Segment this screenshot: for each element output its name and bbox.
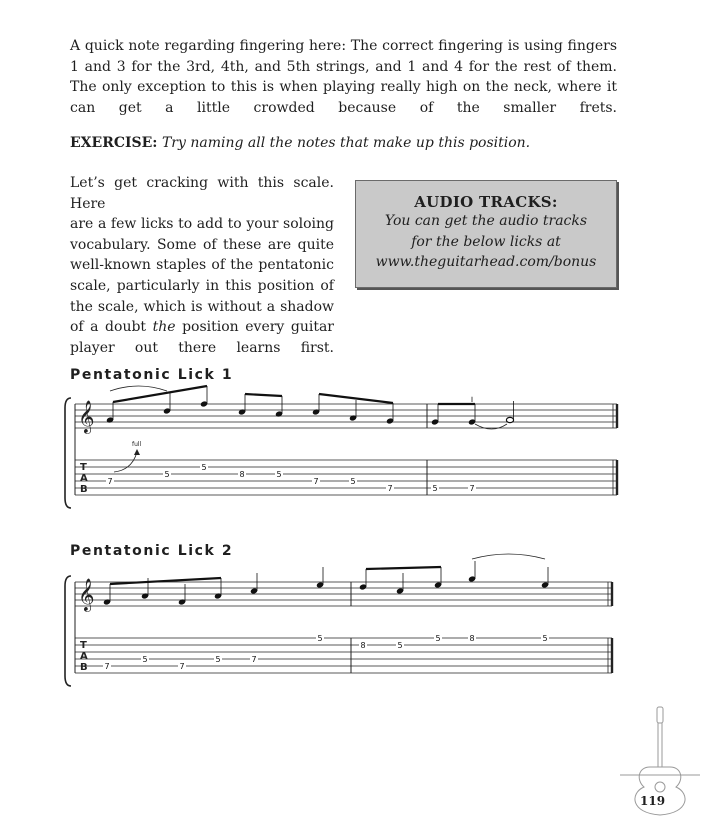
exercise-text: Try naming all the notes that make up this position. (161, 135, 531, 151)
beam (113, 386, 207, 402)
licks-line: well-known staples of the pentatonic (70, 257, 334, 274)
tab-number: 7 (104, 662, 110, 671)
lick1-title: Pentatonic Lick 1 (70, 367, 234, 383)
licks-line: scale, particularly in this position of (70, 277, 334, 294)
licks-line: player out there learns first. (70, 339, 334, 356)
tab-number: 7 (387, 484, 393, 493)
exercise-label: EXERCISE: (70, 135, 158, 151)
tab-number: 5 (215, 655, 221, 664)
audio-box-url[interactable]: www.theguitarhead.com/bonus (375, 254, 597, 270)
tie (472, 554, 545, 559)
bend-annotation: full (132, 441, 142, 448)
tab-number: 7 (469, 484, 475, 493)
licks-line: of a doubt the position every guitar (70, 319, 334, 336)
licks-line: the scale, which is without a shadow (70, 298, 334, 315)
tab-clef-letter: A (80, 473, 88, 484)
tab-number: 8 (469, 634, 475, 643)
half-note-head (506, 417, 513, 422)
tab-number: 7 (179, 662, 185, 671)
tab-number: 5 (350, 477, 356, 486)
intro-line: A quick note regarding fingering here: The correct fingering is using fingers (70, 38, 617, 54)
beam (245, 394, 282, 396)
tab-clef-letter: T (80, 462, 87, 473)
tab-clef-letter: A (80, 651, 88, 662)
tab-number: 7 (107, 477, 113, 486)
page-number: 119 (640, 794, 666, 808)
tab-number: 5 (142, 655, 148, 664)
beam (366, 567, 441, 569)
tab-number: 5 (435, 634, 441, 643)
beam (110, 578, 221, 584)
tab-number: 5 (397, 641, 403, 650)
treble-clef-icon: 𝄞 (78, 400, 95, 433)
intro-line: 1 and 3 for the 3rd, 4th, and 5th strings, and 1 and 4 for the rest of them. (70, 58, 617, 75)
tab-clef-letter: B (80, 662, 88, 673)
tab-clef-letter: B (80, 484, 88, 495)
system-bracket (65, 398, 71, 508)
audio-box-title: AUDIO TRACKS: (414, 193, 558, 211)
tab-number: 5 (432, 484, 438, 493)
treble-clef-icon: 𝄞 (78, 578, 95, 611)
bend-curve (114, 452, 137, 472)
tab-number: 5 (164, 470, 170, 479)
bend-arrowhead (134, 449, 140, 455)
licks-line: Let’s get cracking with this scale. Here (70, 175, 334, 212)
tab-number: 7 (313, 477, 319, 486)
tab-number: 8 (239, 470, 245, 479)
tab-number: 5 (317, 634, 323, 643)
system-bracket (65, 576, 71, 686)
licks-line: are a few licks to add to your soloing (70, 216, 334, 233)
intro-line: can get a little crowded because of the smaller frets. (70, 99, 617, 116)
audio-box-line: You can get the audio tracks (384, 213, 588, 229)
audio-box-line: for the below licks at (411, 233, 561, 250)
tab-number: 8 (360, 641, 366, 650)
tab-number: 5 (542, 634, 548, 643)
lick2-notation (65, 554, 612, 686)
licks-line: vocabulary. Some of these are quite (70, 236, 334, 253)
lick2-title: Pentatonic Lick 2 (70, 543, 234, 559)
lick1-notation (65, 386, 617, 508)
tie (110, 386, 167, 391)
tab-clef-letter: T (80, 640, 87, 651)
tab-number: 5 (276, 470, 282, 479)
intro-line: The only exception to this is when playing really high on the neck, where it (70, 79, 617, 96)
tab-number: 7 (251, 655, 257, 664)
tab-number: 5 (201, 463, 207, 472)
